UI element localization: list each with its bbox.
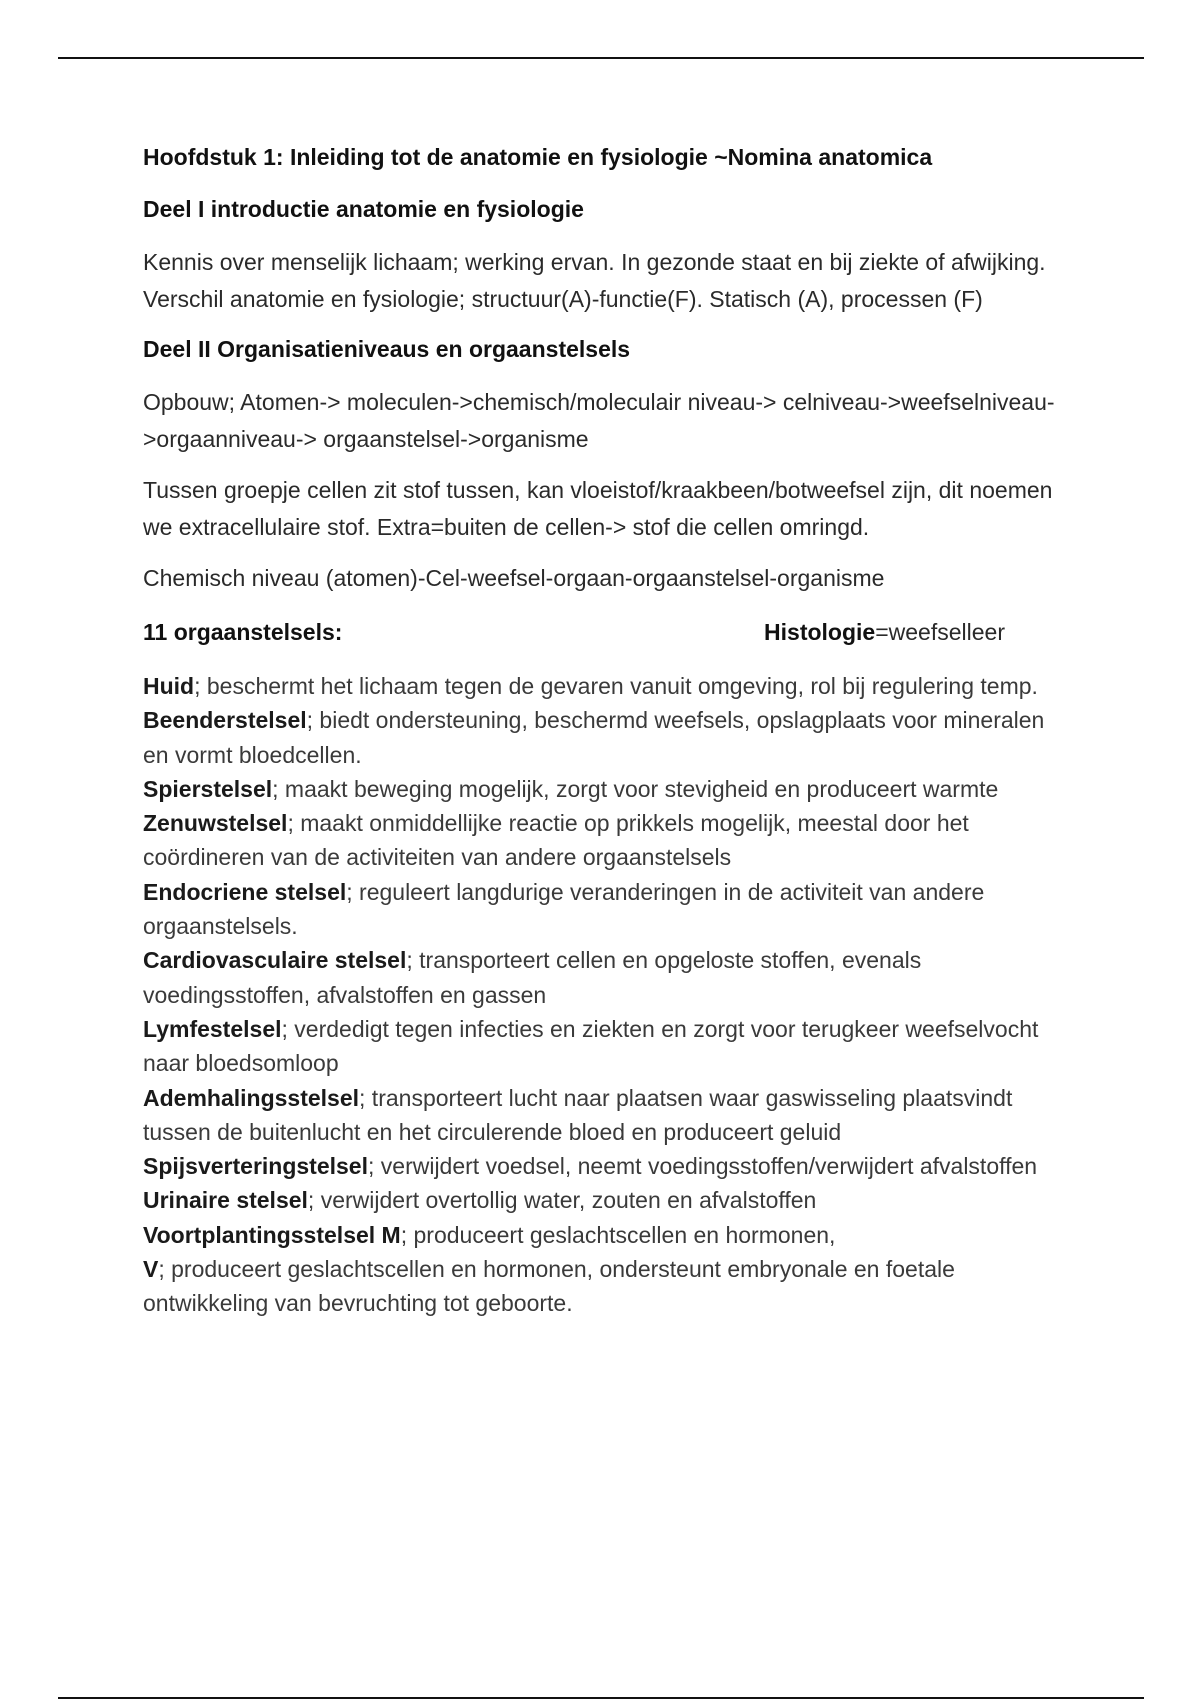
system-description: ; verwijdert overtollig water, zouten en afvalstoffen: [307, 1187, 817, 1214]
system-term: Endocriene stelsel: [143, 878, 347, 905]
bottom-rule: [58, 1697, 1144, 1699]
part2-extracellular-text: Tussen groepje cellen zit stof tussen, kan vloeistof/kraakbeen/botweefsel zijn, dit noemen we extracellulaire stof. Extra=buiten de cellen-> stof die cellen omringd.: [143, 477, 1053, 540]
system-description: ; verdedigt tegen infecties en ziekten en zorgt voor terugkeer weefselvocht naar bloedsomloop: [143, 1015, 1039, 1077]
systems-count-label: 11 orgaanstelsels:: [143, 619, 343, 645]
histology-definition: =weefselleer: [875, 619, 1005, 645]
list-item: [143, 669, 1063, 703]
systems-list: [143, 669, 1063, 1321]
system-term: Zenuwstelsel: [143, 810, 288, 837]
list-item: [143, 806, 1063, 875]
system-description: ; beschermt het lichaam tegen de gevaren vanuit omgeving, rol bij regulering temp.: [194, 673, 1038, 699]
system-term: Huid: [143, 673, 195, 699]
top-rule: [58, 57, 1144, 59]
system-term: Lymfestelsel: [143, 1015, 282, 1042]
system-description: ; produceert geslachtscellen en hormonen, ondersteunt embryonale en foetale ontwikkeling van bevruchting tot geboorte.: [143, 1256, 955, 1317]
list-item: [143, 943, 1063, 1012]
list-item: [143, 875, 1063, 944]
system-description: ; maakt onmiddellijke reactie op prikkels mogelijk, meestal door het coördineren van de activiteiten van andere orgaanstelsels: [143, 810, 969, 871]
system-term: Urinaire stelsel: [143, 1187, 308, 1214]
system-term: Spijsverteringstelsel: [143, 1153, 368, 1180]
system-description: ; biedt ondersteuning, beschermd weefsels, opslagplaats voor mineralen en vormt bloedcellen.: [143, 707, 1045, 768]
system-description: ; reguleert langdurige veranderingen in de activiteit van andere orgaanstelsels.: [143, 878, 985, 940]
system-description: ; transporteert lucht naar plaatsen waar gaswisseling plaatsvindt tussen de buitenlucht en het circulerende bloed en produceert geluid: [143, 1084, 1013, 1145]
chapter-title: Hoofdstuk 1: Inleiding tot de anatomie en fysiologie ~Nomina anatomica: [143, 144, 933, 170]
system-term: Cardiovasculaire stelsel: [143, 947, 407, 974]
system-description: ; produceert geslachtscellen en hormonen,: [400, 1221, 836, 1248]
list-item: [143, 1081, 1063, 1150]
document-body: [143, 140, 1063, 1321]
part2-title: Deel II Organisatieniveaus en orgaanstelsels: [143, 336, 631, 362]
histology-term: Histologie: [764, 619, 876, 645]
part1-text: Kennis over menselijk lichaam; werking ervan. In gezonde staat en bij ziekte of afwijking. Verschil anatomie en fysiologie; structuur(A)-functie(F). Statisch (A), processen (F): [143, 249, 1046, 312]
list-item: [143, 1149, 1063, 1183]
system-description: ; maakt beweging mogelijk, zorgt voor stevigheid en produceert warmte: [272, 775, 999, 802]
part1-title: Deel I introductie anatomie en fysiologie: [143, 196, 584, 222]
system-term: Ademhalingsstelsel: [143, 1084, 360, 1111]
list-item: [143, 1252, 1063, 1321]
system-term: Voortplantingsstelsel M: [143, 1221, 401, 1248]
list-item: [143, 1012, 1063, 1081]
system-term: Spierstelsel: [143, 775, 273, 802]
list-item: [143, 703, 1063, 772]
list-item: [143, 772, 1063, 806]
system-term: V: [143, 1256, 159, 1283]
system-term: Beenderstelsel: [143, 707, 307, 734]
histology-note: [764, 615, 1063, 649]
system-description: ; verwijdert voedsel, neemt voedingsstoffen/verwijdert afvalstoffen: [368, 1153, 1038, 1180]
systems-header: [143, 615, 1063, 649]
list-item: [143, 1183, 1063, 1217]
system-description: ; transporteert cellen en opgeloste stoffen, evenals voedingsstoffen, afvalstoffen en gassen: [143, 947, 922, 1008]
part2-levels-text: Chemisch niveau (atomen)-Cel-weefsel-orgaan-orgaanstelsel-organisme: [143, 565, 885, 591]
list-item: [143, 1218, 1063, 1252]
part2-build-text: Opbouw; Atomen-> moleculen->chemisch/moleculair niveau-> celniveau->weefselniveau->orgaanniveau-> orgaanstelsel->organisme: [143, 389, 1055, 452]
